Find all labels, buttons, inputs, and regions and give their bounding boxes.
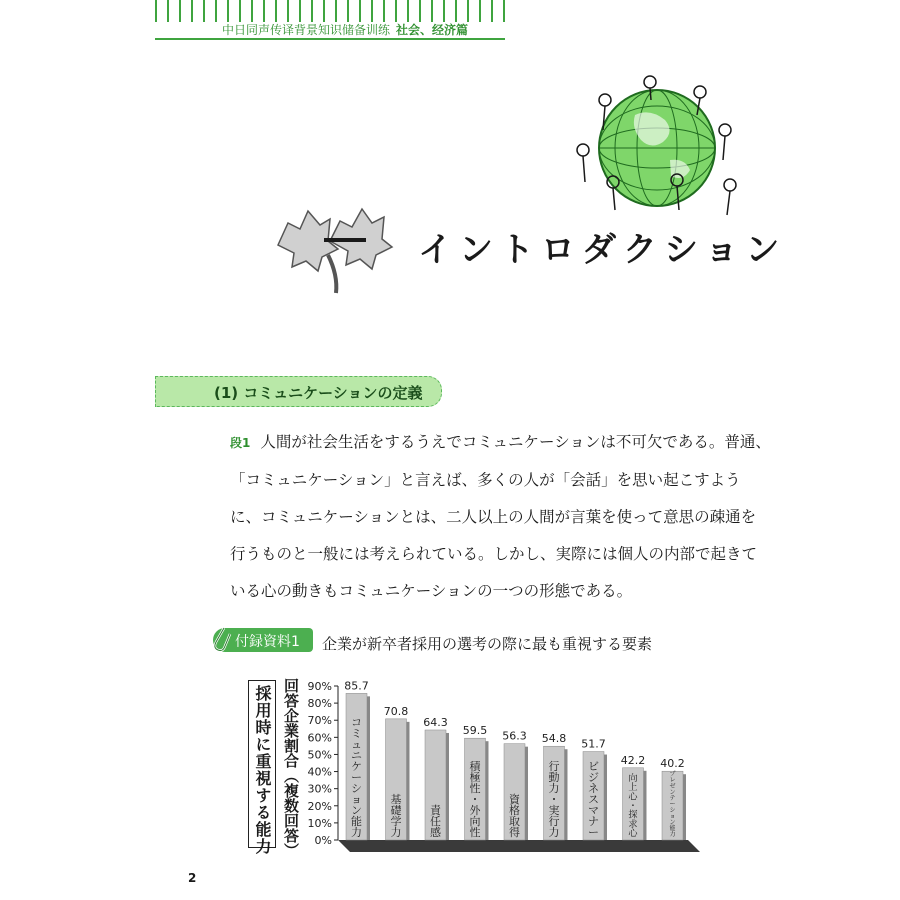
bar-category-label: コミュニケーション能力 xyxy=(351,716,362,839)
bar-shadow xyxy=(446,733,449,840)
paragraph-label: 段1 xyxy=(230,436,251,450)
bar-category-label: 行動力・実行力 xyxy=(548,760,560,839)
y-tick-label: 30% xyxy=(307,782,332,796)
bar-shadow xyxy=(486,741,489,840)
bar-value-label: 59.5 xyxy=(462,724,488,738)
header-stripe xyxy=(443,0,445,22)
bar-value-label: 42.2 xyxy=(620,753,646,767)
y-tick-label: 10% xyxy=(307,816,332,830)
header-stripe xyxy=(251,0,253,22)
header-stripe xyxy=(455,0,457,22)
header-stripe xyxy=(203,0,205,22)
paragraph-line-1: 段1 人間が社会生活をするうえでコミュニケーションは不可欠である。普通、 xyxy=(230,433,771,451)
header-stripes xyxy=(155,0,505,22)
header-stripe xyxy=(491,0,493,22)
header-stripe xyxy=(371,0,373,22)
chart-outer-label: 採用時に重視する能力 xyxy=(253,685,272,855)
header-stripe xyxy=(239,0,241,22)
y-tick-label: 90% xyxy=(307,680,332,693)
bar-chart xyxy=(300,668,720,858)
book-title: 中日同声传译背景知识储备训练 xyxy=(222,23,391,37)
header-stripe xyxy=(227,0,229,22)
bar-value-label: 56.3 xyxy=(502,729,527,743)
header-stripe xyxy=(503,0,505,22)
header-stripe xyxy=(275,0,277,22)
globe-illustration xyxy=(565,70,745,220)
chart-floor xyxy=(338,840,700,852)
bar-shadow xyxy=(525,747,528,840)
bar-shadow xyxy=(565,749,568,840)
ivy-leaf-icon xyxy=(268,205,398,300)
bar-category-label: 積極性・外向性 xyxy=(469,760,481,839)
header-stripe xyxy=(383,0,385,22)
header-stripe xyxy=(419,0,421,22)
y-tick-label: 80% xyxy=(307,697,332,711)
header-stripe xyxy=(179,0,181,22)
header-stripe xyxy=(263,0,265,22)
appendix-tag-label: 付録資料1 xyxy=(235,634,300,650)
section-name: 社会、经济篇 xyxy=(396,23,469,37)
header-stripe xyxy=(299,0,301,22)
bar-category-label: 基礎学力 xyxy=(390,793,402,839)
bar-value-label: 85.7 xyxy=(344,679,369,693)
header-stripe xyxy=(467,0,469,22)
header-stripe xyxy=(359,0,361,22)
y-tick-label: 50% xyxy=(307,748,332,762)
y-tick-label: 40% xyxy=(307,765,332,779)
appendix-title: 企業が新卒者採用の選考の際に最も重視する要素 xyxy=(322,635,653,653)
bar-category-label: プレゼンテーション能力 xyxy=(669,771,676,838)
bar-value-label: 70.8 xyxy=(383,704,409,718)
bar-category-label: 資格取得 xyxy=(509,793,520,839)
header-stripe xyxy=(311,0,313,22)
header-stripe xyxy=(347,0,349,22)
header-stripe xyxy=(167,0,169,22)
bar-value-label: 40.2 xyxy=(660,757,685,771)
y-tick-label: 20% xyxy=(307,799,332,813)
page-number: 2 xyxy=(188,871,197,885)
bar-shadow xyxy=(644,771,647,840)
bar-shadow xyxy=(683,774,686,840)
header-stripe xyxy=(215,0,217,22)
header-stripe xyxy=(191,0,193,22)
bar-shadow xyxy=(604,755,607,840)
bar-category-label: 向上心・探求心 xyxy=(628,772,638,839)
header-stripe xyxy=(335,0,337,22)
header-stripe xyxy=(479,0,481,22)
bar-value-label: 54.8 xyxy=(541,732,567,746)
paragraph-line-5: いる心の動きもコミュニケーションの一つの形態である。 xyxy=(230,582,633,600)
header-stripe xyxy=(395,0,397,22)
paragraph-line-3: に、コミュニケーションとは、二人以上の人間が言葉を使って意思の疎通を xyxy=(230,508,757,526)
bar-value-label: 51.7 xyxy=(581,737,606,751)
section-title: (1) コミュニケーションの定義 xyxy=(214,384,423,402)
bar-value-label: 64.3 xyxy=(423,715,448,729)
header-stripe xyxy=(287,0,289,22)
header-stripe xyxy=(407,0,409,22)
y-tick-label: 0% xyxy=(314,834,332,847)
header-stripe xyxy=(323,0,325,22)
header-stripe xyxy=(155,0,157,22)
bar-category-label: ビジネスマナー xyxy=(588,760,599,839)
running-header xyxy=(222,21,468,38)
bar-category-label: 責任感 xyxy=(430,804,441,839)
y-tick-label: 70% xyxy=(307,714,332,728)
paperclip-icon xyxy=(210,624,232,654)
header-stripe xyxy=(431,0,433,22)
bar-shadow xyxy=(407,722,410,840)
y-tick-label: 60% xyxy=(307,731,332,745)
chapter-title: イントロダクション xyxy=(418,230,787,270)
chapter-number-dash xyxy=(324,238,366,242)
header-rule xyxy=(155,38,505,40)
bar-shadow xyxy=(367,696,370,840)
paragraph-line-4: 行うものと一般には考えられている。しかし、実際には個人の内部で起きて xyxy=(230,545,758,563)
paragraph-line-2: 「コミュニケーション」と言えば、多くの人が「会話」を思い起こすよう xyxy=(230,471,741,489)
y-axis-label: 回答企業割合（複数回答） xyxy=(282,678,300,858)
